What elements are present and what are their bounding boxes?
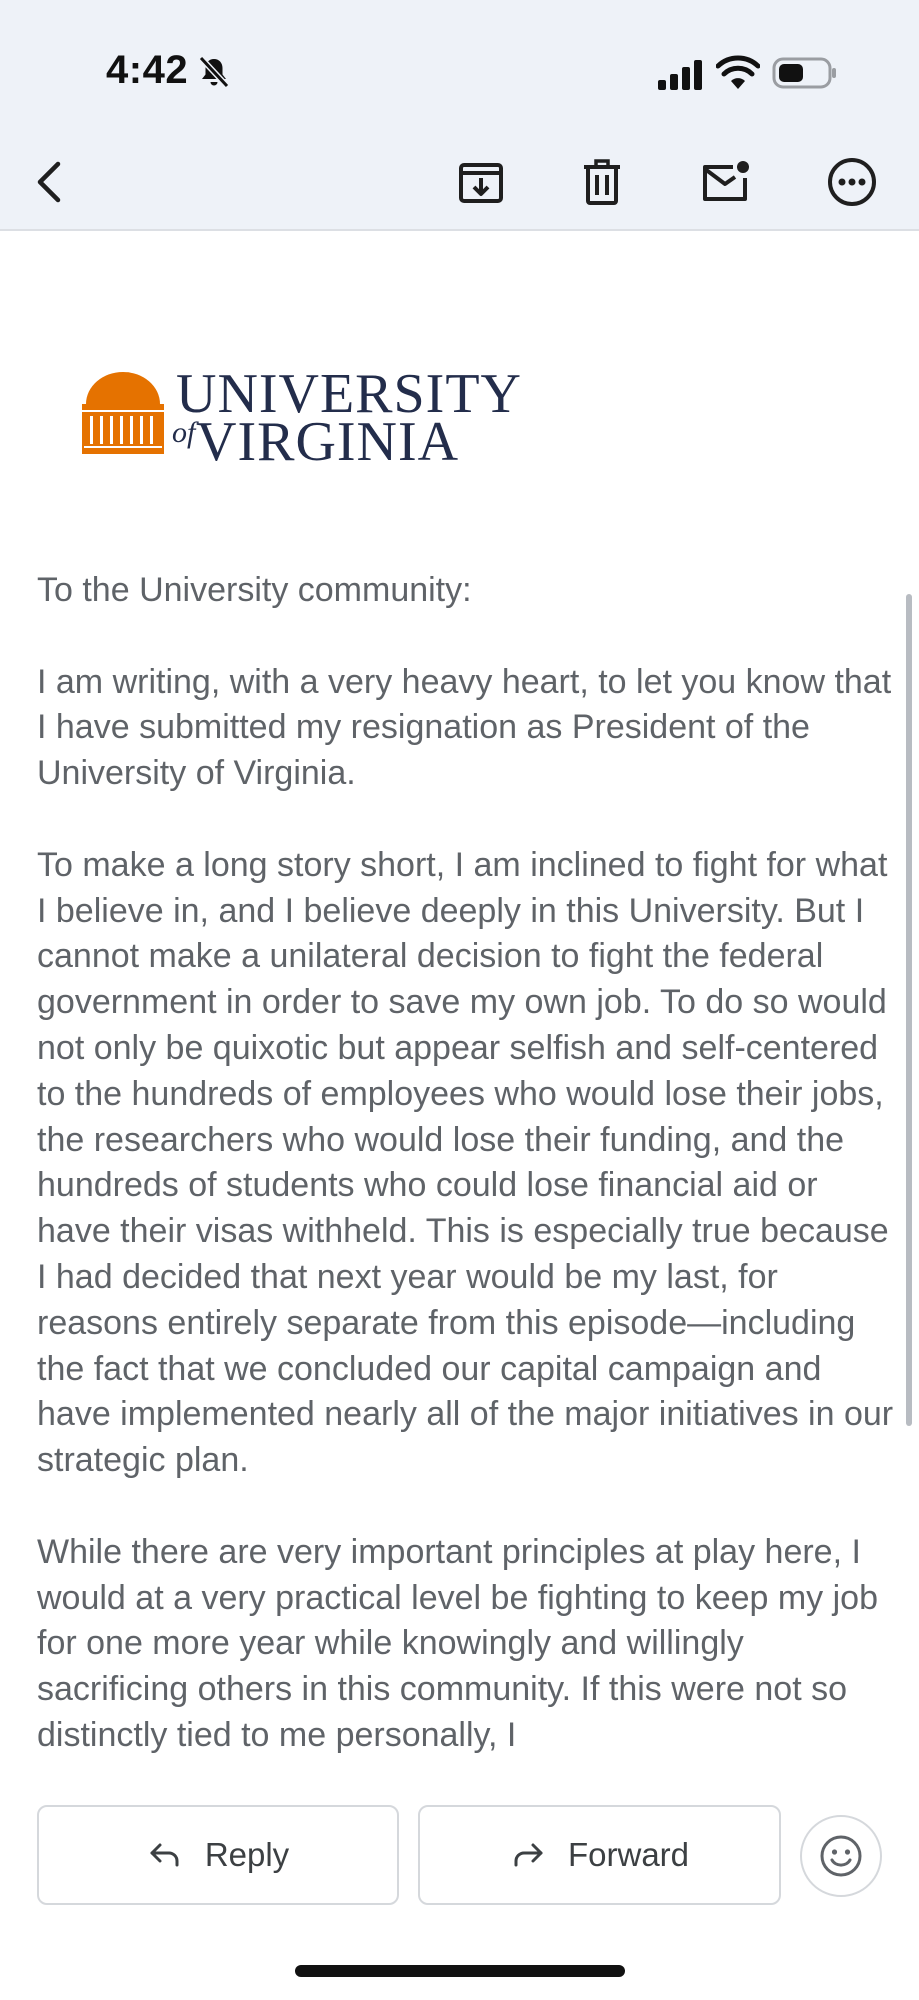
- bell-muted-icon: [196, 54, 232, 90]
- logo-wordmark-of: of: [172, 416, 196, 449]
- forward-arrow-icon: [510, 1837, 546, 1873]
- wifi-icon: [716, 55, 760, 91]
- email-paragraph: I am writing, with a very heavy heart, to let you know that I have submitted my resignation as President of the University of Virginia.: [37, 662, 892, 793]
- logo-wordmark-line1: UNIVERSITY: [176, 363, 522, 425]
- rotunda-logo-icon: [80, 366, 166, 456]
- email-paragraph: To make a long story short, I am inclined to fight for what I believe in, and I believe deeply in this University. But I cannot make a unilateral decision to fight the federal government in order to save my own job. To do so would not only be quixotic but appear selfish and self-centered to the hundreds of employees who would lose their jobs, the researchers who would lose their funding, and the hundreds of students who could lose financial aid or have their visas withheld. This is especially true because I had decided that next year would be my last, for reasons entirely separate from this episode—including the fact that we concluded our capital campaign and have implemented nearly all of the major initiatives in our strategic plan.: [37, 845, 894, 1480]
- logo-wordmark-line2: VIRGINIA: [196, 411, 460, 473]
- archive-icon: [455, 156, 507, 208]
- reply-label: Reply: [204, 1836, 290, 1873]
- mark-unread-button[interactable]: [693, 150, 757, 214]
- email-toolbar: [0, 140, 919, 230]
- email-paragraph: While there are very important principles at play here, I would at a very practical level be fighting to keep my job for one more year while knowingly and willingly sacrificing others in this community. If this were not so distinctly tied to me personally, I: [37, 1532, 879, 1754]
- university-logo: [80, 362, 522, 473]
- forward-button[interactable]: [418, 1805, 781, 1905]
- scrollbar[interactable]: [906, 594, 912, 1426]
- back-button[interactable]: [18, 150, 82, 214]
- delete-button[interactable]: [570, 150, 634, 214]
- cellular-signal-icon: [656, 58, 704, 92]
- battery-icon: [772, 56, 838, 90]
- home-indicator[interactable]: [295, 1965, 625, 1977]
- forward-label: Forward: [567, 1836, 690, 1873]
- more-icon: [826, 156, 878, 208]
- mail-unread-icon: [699, 156, 751, 208]
- chevron-left-icon: [24, 156, 76, 208]
- email-actions-bar: [0, 1780, 919, 1910]
- top-app-bar: [0, 0, 919, 231]
- emoji-icon: [818, 1833, 864, 1879]
- more-options-button[interactable]: [820, 150, 884, 214]
- reply-arrow-icon: [147, 1837, 183, 1873]
- archive-button[interactable]: [449, 150, 513, 214]
- emoji-reaction-button[interactable]: [800, 1815, 882, 1897]
- trash-icon: [576, 156, 628, 208]
- email-paragraph: To the University community:: [37, 571, 472, 609]
- email-body: [37, 568, 897, 1780]
- reply-button[interactable]: [37, 1805, 399, 1905]
- email-content: [0, 232, 919, 1780]
- status-bar: [0, 0, 919, 140]
- status-time: 4:42: [106, 48, 189, 92]
